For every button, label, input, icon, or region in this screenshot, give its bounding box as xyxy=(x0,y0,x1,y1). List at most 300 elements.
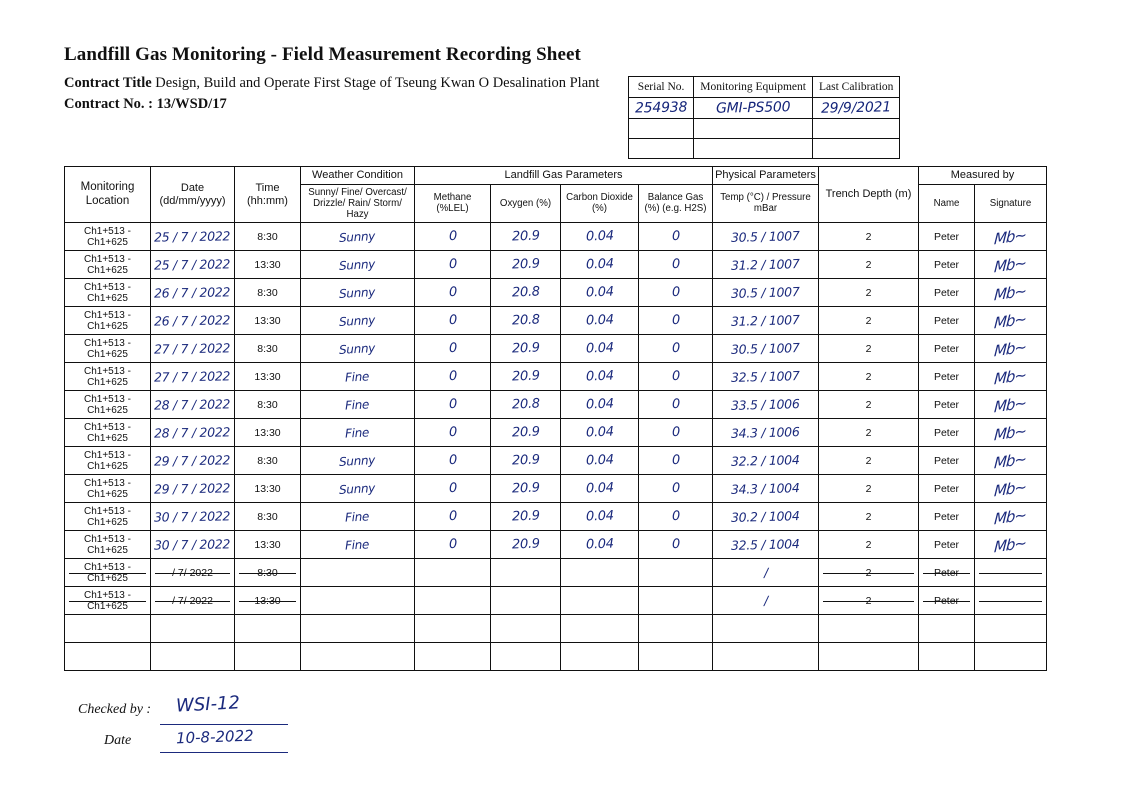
cell-balance-gas-text: 0 xyxy=(671,368,680,385)
cell-methane xyxy=(415,419,491,447)
cell-name xyxy=(919,615,975,643)
cell-carbon-dioxide-text: 0.04 xyxy=(585,340,614,357)
cell-location: Ch1+513 - Ch1+625 xyxy=(65,251,151,279)
cell-carbon-dioxide xyxy=(561,419,639,447)
cell-weather xyxy=(301,559,415,587)
cell-weather-text: Sunny xyxy=(339,312,376,329)
table-row xyxy=(65,279,1047,307)
cell-location: Ch1+513 - Ch1+625 xyxy=(65,503,151,531)
cell-weather-text: Sunny xyxy=(339,228,376,245)
date-rule xyxy=(160,752,288,753)
group-header-physical: Physical Parameters xyxy=(713,167,819,185)
cell-trench xyxy=(819,643,919,671)
cell-name: Peter xyxy=(919,503,975,531)
cell-oxygen xyxy=(491,531,561,559)
cell-balance-gas xyxy=(639,503,713,531)
cell-oxygen xyxy=(491,447,561,475)
col-header-location: Monitoring Location xyxy=(65,167,151,223)
serial-blank-cell-2 xyxy=(694,119,813,139)
cell-methane-text: 0 xyxy=(448,312,457,329)
serial-table-value-row xyxy=(629,98,900,119)
cell-location: Ch1+513 - Ch1+625 xyxy=(65,531,151,559)
cell-trench: 2 xyxy=(819,475,919,503)
cell-balance-gas xyxy=(639,531,713,559)
cell-trench: 2 xyxy=(819,419,919,447)
cell-weather xyxy=(301,307,415,335)
cell-time: 13:30 xyxy=(235,251,301,279)
cell-weather xyxy=(301,363,415,391)
cell-name: Peter xyxy=(919,307,975,335)
cell-carbon-dioxide-text: 0.04 xyxy=(585,508,614,525)
signature-mark: Mb~ xyxy=(993,365,1028,389)
cell-temp-pressure xyxy=(713,251,819,279)
cell-temp-pressure-text: / xyxy=(763,593,768,609)
cell-name: Peter xyxy=(919,531,975,559)
serial-blank-cell-3 xyxy=(812,119,899,139)
cell-balance-gas-text: 0 xyxy=(671,424,680,441)
cell-oxygen-text: 20.8 xyxy=(511,396,540,413)
cell-oxygen xyxy=(491,251,561,279)
serial-table-blank-row-2 xyxy=(629,139,900,159)
cell-weather xyxy=(301,251,415,279)
cell-methane xyxy=(415,615,491,643)
table-row xyxy=(65,587,1047,615)
cell-balance-gas xyxy=(639,391,713,419)
cell-time: 13:30 xyxy=(235,419,301,447)
cell-carbon-dioxide-text: 0.04 xyxy=(585,396,614,413)
cell-temp-pressure xyxy=(713,279,819,307)
cell-location: Ch1+513 - Ch1+625 xyxy=(65,363,151,391)
col-header-weather-options: Sunny/ Fine/ Overcast/ Drizzle/ Rain/ Storm/ Hazy xyxy=(301,184,415,222)
cell-signature xyxy=(975,587,1047,615)
cell-oxygen xyxy=(491,643,561,671)
cell-name: Peter xyxy=(919,279,975,307)
cell-date xyxy=(151,447,235,475)
cell-balance-gas xyxy=(639,251,713,279)
cell-balance-gas-text: 0 xyxy=(671,396,680,413)
cell-weather xyxy=(301,335,415,363)
cell-date-text: 29 / 7 / 2022 xyxy=(154,452,231,469)
cell-name: Peter xyxy=(919,475,975,503)
cell-oxygen xyxy=(491,419,561,447)
cell-temp-pressure xyxy=(713,615,819,643)
table-row xyxy=(65,419,1047,447)
cell-oxygen-text: 20.9 xyxy=(511,452,540,469)
cell-location: Ch1+513 - Ch1+625 xyxy=(65,447,151,475)
cell-methane xyxy=(415,643,491,671)
cell-trench: 2 xyxy=(819,307,919,335)
cell-oxygen xyxy=(491,363,561,391)
cell-date-text: 29 / 7 / 2022 xyxy=(154,480,231,497)
signature-mark: Mb~ xyxy=(993,393,1028,417)
cell-weather xyxy=(301,615,415,643)
cell-signature xyxy=(975,531,1047,559)
cell-date-text: 30 / 7 / 2022 xyxy=(154,536,231,553)
contract-title-value: Design, Build and Operate First Stage of Tseung Kwan O Desalination Plant xyxy=(155,75,600,91)
serial-blank-cell-6 xyxy=(812,139,899,159)
cell-carbon-dioxide-text: 0.04 xyxy=(585,368,614,385)
cell-date-text: 25 / 7 / 2022 xyxy=(154,228,231,245)
serial-table-header-row xyxy=(629,77,900,98)
cell-carbon-dioxide xyxy=(561,643,639,671)
cell-signature xyxy=(975,559,1047,587)
cell-signature xyxy=(975,335,1047,363)
cell-name: Peter xyxy=(919,335,975,363)
cell-oxygen xyxy=(491,475,561,503)
cell-date xyxy=(151,391,235,419)
col-header-methane: Methane (%LEL) xyxy=(415,184,491,222)
cell-weather xyxy=(301,643,415,671)
signature-mark: Mb~ xyxy=(993,225,1028,249)
cell-methane-text: 0 xyxy=(448,480,457,497)
table-row xyxy=(65,447,1047,475)
cell-temp-pressure xyxy=(713,391,819,419)
cell-location: Ch1+513 - Ch1+625 xyxy=(65,559,151,587)
cell-balance-gas xyxy=(639,335,713,363)
cell-balance-gas-text: 0 xyxy=(671,256,680,273)
table-row xyxy=(65,335,1047,363)
cell-name: Peter xyxy=(919,447,975,475)
cell-carbon-dioxide-text: 0.04 xyxy=(585,424,614,441)
cell-location: Ch1+513 - Ch1+625 xyxy=(65,587,151,615)
cell-date: / 7/ 2022 xyxy=(151,559,235,587)
cell-time: 8:30 xyxy=(235,335,301,363)
cell-methane xyxy=(415,559,491,587)
signature-mark: Mb~ xyxy=(993,253,1028,277)
table-row xyxy=(65,643,1047,671)
cell-weather xyxy=(301,503,415,531)
cell-carbon-dioxide-text: 0.04 xyxy=(585,228,614,245)
page-title: Landfill Gas Monitoring - Field Measurement Recording Sheet xyxy=(64,44,581,65)
signature-mark: Mb~ xyxy=(993,309,1028,333)
cell-temp-pressure xyxy=(713,559,819,587)
cell-date xyxy=(151,307,235,335)
cell-weather-text: Sunny xyxy=(339,452,376,469)
cell-signature xyxy=(975,643,1047,671)
cell-balance-gas xyxy=(639,419,713,447)
cell-name: Peter xyxy=(919,251,975,279)
col-header-name: Name xyxy=(919,184,975,222)
table-row xyxy=(65,475,1047,503)
col-header-time-sub: (hh:mm) xyxy=(247,194,288,207)
cell-temp-pressure xyxy=(713,447,819,475)
cell-methane xyxy=(415,531,491,559)
cell-oxygen xyxy=(491,307,561,335)
col-header-signature: Signature xyxy=(975,184,1047,222)
cell-oxygen xyxy=(491,615,561,643)
cell-methane-text: 0 xyxy=(448,536,457,553)
cell-oxygen-text: 20.9 xyxy=(511,228,540,245)
table-row xyxy=(65,391,1047,419)
cell-trench: 2 xyxy=(819,279,919,307)
cell-temp-pressure xyxy=(713,307,819,335)
cell-location: Ch1+513 - Ch1+625 xyxy=(65,475,151,503)
cell-methane-text: 0 xyxy=(448,284,457,301)
serial-equipment-table xyxy=(628,76,900,159)
table-row xyxy=(65,531,1047,559)
cell-weather xyxy=(301,587,415,615)
cell-balance-gas-text: 0 xyxy=(671,228,680,245)
cell-name: Peter xyxy=(919,391,975,419)
cell-time: 8:30 xyxy=(235,223,301,251)
cell-oxygen-text: 20.9 xyxy=(511,256,540,273)
cell-temp-pressure xyxy=(713,531,819,559)
cell-time xyxy=(235,615,301,643)
cell-carbon-dioxide xyxy=(561,615,639,643)
cell-balance-gas-text: 0 xyxy=(671,340,680,357)
cell-methane-text: 0 xyxy=(448,424,457,441)
signature-mark: Mb~ xyxy=(993,421,1028,445)
cell-signature xyxy=(975,615,1047,643)
cell-location: Ch1+513 - Ch1+625 xyxy=(65,335,151,363)
serial-blank-cell-5 xyxy=(694,139,813,159)
cell-trench: 2 xyxy=(819,531,919,559)
cell-methane xyxy=(415,307,491,335)
cell-weather xyxy=(301,447,415,475)
cell-trench: 2 xyxy=(819,223,919,251)
serial-no-header: Serial No. xyxy=(629,77,694,98)
cell-carbon-dioxide-text: 0.04 xyxy=(585,452,614,469)
cell-oxygen xyxy=(491,503,561,531)
cell-temp-pressure-text: 32.5 / 1007 xyxy=(731,368,800,386)
cell-weather xyxy=(301,223,415,251)
cell-temp-pressure xyxy=(713,587,819,615)
cell-methane-text: 0 xyxy=(448,368,457,385)
cell-weather-text: Fine xyxy=(345,536,370,553)
table-row xyxy=(65,223,1047,251)
cell-time: 8:30 xyxy=(235,279,301,307)
cell-signature xyxy=(975,475,1047,503)
col-header-temp-pressure: Temp (°C) / Pressure mBar xyxy=(713,184,819,222)
cell-location: Ch1+513 - Ch1+625 xyxy=(65,307,151,335)
cell-temp-pressure-text: 34.3 / 1004 xyxy=(731,480,800,498)
cell-location: Ch1+513 - Ch1+625 xyxy=(65,419,151,447)
contract-title-line xyxy=(64,75,599,92)
cell-trench: 2 xyxy=(819,503,919,531)
cell-date xyxy=(151,279,235,307)
cell-oxygen xyxy=(491,279,561,307)
cell-oxygen-text: 20.9 xyxy=(511,536,540,553)
col-header-time xyxy=(235,167,301,223)
cell-balance-gas-text: 0 xyxy=(671,452,680,469)
table-row xyxy=(65,615,1047,643)
cell-temp-pressure-text: 33.5 / 1006 xyxy=(731,396,800,414)
cell-oxygen xyxy=(491,391,561,419)
cell-methane xyxy=(415,447,491,475)
cell-date-text: 28 / 7 / 2022 xyxy=(154,424,231,441)
cell-carbon-dioxide xyxy=(561,447,639,475)
cell-temp-pressure xyxy=(713,643,819,671)
cell-carbon-dioxide xyxy=(561,391,639,419)
cell-carbon-dioxide xyxy=(561,223,639,251)
cell-date xyxy=(151,503,235,531)
cell-signature xyxy=(975,251,1047,279)
cell-carbon-dioxide xyxy=(561,559,639,587)
signature-mark: Mb~ xyxy=(993,505,1028,529)
cell-date xyxy=(151,475,235,503)
table-row xyxy=(65,363,1047,391)
cell-methane xyxy=(415,587,491,615)
cell-signature xyxy=(975,447,1047,475)
cell-carbon-dioxide xyxy=(561,251,639,279)
cell-date xyxy=(151,419,235,447)
cell-signature xyxy=(975,363,1047,391)
cell-signature xyxy=(975,419,1047,447)
contract-title-label: Contract Title xyxy=(64,75,152,91)
cell-weather xyxy=(301,531,415,559)
table-group-header-row xyxy=(65,167,1047,185)
cell-signature xyxy=(975,391,1047,419)
signature-mark: Mb~ xyxy=(993,337,1028,361)
checked-by-rule xyxy=(160,724,288,725)
cell-date-text: 28 / 7 / 2022 xyxy=(154,396,231,413)
col-header-date xyxy=(151,167,235,223)
last-calibration-header: Last Calibration xyxy=(812,77,899,98)
col-header-trench-depth: Trench Depth (m) xyxy=(819,167,919,223)
cell-temp-pressure-text: 31.2 / 1007 xyxy=(731,256,800,274)
cell-balance-gas xyxy=(639,475,713,503)
cell-balance-gas-text: 0 xyxy=(671,508,680,525)
cell-name: Peter xyxy=(919,363,975,391)
cell-trench: 2 xyxy=(819,391,919,419)
col-header-date-main: Date xyxy=(180,181,205,194)
checked-by-label: Checked by : xyxy=(78,702,152,717)
cell-trench: 2 xyxy=(819,447,919,475)
cell-carbon-dioxide xyxy=(561,335,639,363)
cell-balance-gas xyxy=(639,615,713,643)
cell-trench: 2 xyxy=(819,251,919,279)
cell-methane xyxy=(415,391,491,419)
cell-date-text: 27 / 7 / 2022 xyxy=(154,340,231,357)
cell-balance-gas xyxy=(639,307,713,335)
cell-weather-text: Fine xyxy=(345,368,370,385)
cell-temp-pressure-text: 30.5 / 1007 xyxy=(731,228,800,246)
serial-table-blank-row-1 xyxy=(629,119,900,139)
cell-date-text: 26 / 7 / 2022 xyxy=(154,312,231,329)
cell-methane-text: 0 xyxy=(448,228,457,245)
cell-date-text: 27 / 7 / 2022 xyxy=(154,368,231,385)
cell-balance-gas xyxy=(639,447,713,475)
cell-temp-pressure-text: 30.5 / 1007 xyxy=(731,284,800,302)
cell-balance-gas-text: 0 xyxy=(671,312,680,329)
cell-balance-gas xyxy=(639,559,713,587)
cell-date-text: 25 / 7 / 2022 xyxy=(154,256,231,273)
cell-date xyxy=(151,615,235,643)
cell-temp-pressure xyxy=(713,419,819,447)
cell-time: 8:30 xyxy=(235,447,301,475)
cell-name xyxy=(919,643,975,671)
contract-number: Contract No. : 13/WSD/17 xyxy=(64,96,227,112)
cell-temp-pressure xyxy=(713,335,819,363)
cell-date-text: 26 / 7 / 2022 xyxy=(154,284,231,301)
cell-carbon-dioxide-text: 0.04 xyxy=(585,480,614,497)
cell-carbon-dioxide xyxy=(561,475,639,503)
cell-weather xyxy=(301,475,415,503)
cell-name: Peter xyxy=(919,223,975,251)
cell-carbon-dioxide-text: 0.04 xyxy=(585,536,614,553)
date-value: 10-8-2022 xyxy=(175,726,254,748)
group-header-landfill-gas: Landfill Gas Parameters xyxy=(415,167,713,185)
cell-carbon-dioxide xyxy=(561,363,639,391)
cell-weather xyxy=(301,391,415,419)
measurement-table xyxy=(64,166,1047,671)
cell-methane-text: 0 xyxy=(448,508,457,525)
cell-weather-text: Sunny xyxy=(339,480,376,497)
cell-location: Ch1+513 - Ch1+625 xyxy=(65,223,151,251)
cell-carbon-dioxide xyxy=(561,307,639,335)
cell-methane xyxy=(415,335,491,363)
cell-signature xyxy=(975,307,1047,335)
cell-temp-pressure-text: 30.5 / 1007 xyxy=(731,340,800,358)
cell-date: / 7/ 2022 xyxy=(151,587,235,615)
col-header-oxygen: Oxygen (%) xyxy=(491,184,561,222)
cell-oxygen-text: 20.9 xyxy=(511,480,540,497)
cell-methane xyxy=(415,279,491,307)
cell-weather xyxy=(301,419,415,447)
cell-carbon-dioxide-text: 0.04 xyxy=(585,284,614,301)
cell-temp-pressure xyxy=(713,475,819,503)
group-header-measured-by: Measured by xyxy=(919,167,1047,185)
cell-weather-text: Sunny xyxy=(339,340,376,357)
measurement-rows xyxy=(65,223,1047,671)
monitoring-equipment-header: Monitoring Equipment xyxy=(694,77,813,98)
cell-time: 13:30 xyxy=(235,531,301,559)
cell-oxygen-text: 20.9 xyxy=(511,368,540,385)
col-header-carbon-dioxide: Carbon Dioxide (%) xyxy=(561,184,639,222)
cell-carbon-dioxide-text: 0.04 xyxy=(585,256,614,273)
cell-time xyxy=(235,643,301,671)
cell-temp-pressure xyxy=(713,503,819,531)
cell-location: Ch1+513 - Ch1+625 xyxy=(65,391,151,419)
cell-balance-gas xyxy=(639,643,713,671)
cell-date xyxy=(151,363,235,391)
cell-weather-text: Fine xyxy=(345,424,370,441)
cell-date xyxy=(151,251,235,279)
serial-blank-cell-4 xyxy=(629,139,694,159)
cell-balance-gas xyxy=(639,223,713,251)
cell-weather xyxy=(301,279,415,307)
cell-methane xyxy=(415,363,491,391)
cell-temp-pressure xyxy=(713,223,819,251)
cell-methane xyxy=(415,223,491,251)
checked-by-value: WSI-12 xyxy=(175,692,241,717)
date-label: Date xyxy=(104,733,132,748)
table-row xyxy=(65,307,1047,335)
cell-oxygen-text: 20.9 xyxy=(511,424,540,441)
cell-balance-gas-text: 0 xyxy=(671,284,680,301)
cell-time: 8:30 xyxy=(235,559,301,587)
signature-mark: Mb~ xyxy=(993,533,1028,557)
cell-weather-text: Sunny xyxy=(339,284,376,301)
cell-temp-pressure-text: 31.2 / 1007 xyxy=(731,312,800,330)
cell-date xyxy=(151,531,235,559)
cell-trench: 2 xyxy=(819,335,919,363)
cell-methane xyxy=(415,251,491,279)
cell-balance-gas xyxy=(639,363,713,391)
cell-date-text: 30 / 7 / 2022 xyxy=(154,508,231,525)
cell-oxygen xyxy=(491,335,561,363)
cell-location xyxy=(65,615,151,643)
cell-name: Peter xyxy=(919,559,975,587)
cell-oxygen-text: 20.8 xyxy=(511,312,540,329)
cell-carbon-dioxide xyxy=(561,587,639,615)
cell-time: 13:30 xyxy=(235,307,301,335)
cell-trench: 2 xyxy=(819,587,919,615)
cell-carbon-dioxide xyxy=(561,531,639,559)
cell-oxygen xyxy=(491,223,561,251)
cell-carbon-dioxide xyxy=(561,279,639,307)
table-row xyxy=(65,559,1047,587)
